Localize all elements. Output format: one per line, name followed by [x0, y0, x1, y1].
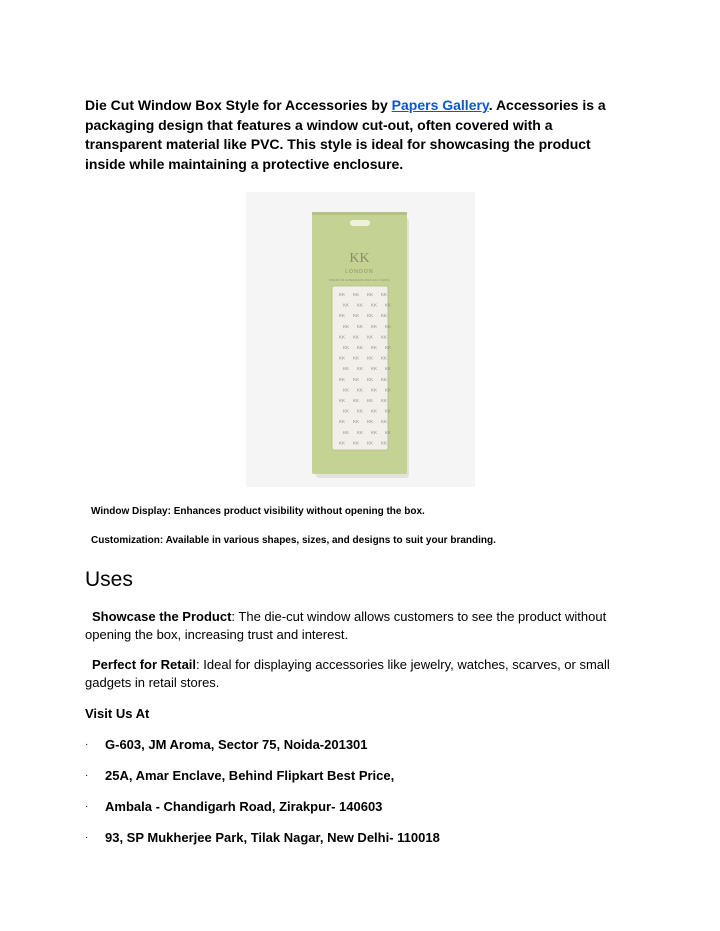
pattern-mark: KK	[371, 387, 378, 393]
brand-tagline: PREMIUM HOMEWARE DESIGN CARDS	[329, 279, 390, 282]
pattern-mark: KK	[385, 408, 392, 414]
pattern-mark: KK	[381, 419, 388, 425]
pattern-mark: KK	[357, 429, 364, 435]
papers-gallery-link[interactable]: Papers Gallery	[391, 97, 489, 113]
pattern-mark: KK	[339, 355, 346, 361]
bullet: ·	[85, 770, 89, 781]
pattern-mark: KK	[357, 302, 364, 308]
pattern-mark: KK	[353, 440, 360, 446]
box-top-edge	[312, 212, 407, 215]
pattern-mark: KK	[339, 334, 346, 340]
pattern-mark: KK	[385, 387, 392, 393]
use-retail-desc: : Ideal for displaying accessories like jewelry, watches, scarves, or small gadgets in retail stores.	[85, 657, 610, 690]
pattern-mark: KK	[371, 323, 378, 329]
intro-text-before: Die Cut Window Box Style for Accessories by	[85, 97, 392, 113]
intro-text-after: . Accessories is a packaging design that features a window cut-out, often covered with a transparent material like PVC. This style is ideal for showcasing the product inside while maintaining a protective enclosure.	[85, 97, 606, 172]
pattern-mark: KK	[381, 355, 388, 361]
pattern-mark: KK	[367, 292, 374, 297]
pattern-mark: KK	[385, 345, 392, 350]
pattern-mark: KK	[353, 334, 360, 340]
pattern-mark: KK	[339, 419, 346, 425]
pattern-mark: KK	[371, 345, 378, 350]
pattern-mark: KK	[339, 398, 346, 403]
pattern-mark: KK	[357, 323, 364, 329]
feature-window-display: Window Display: Enhances product visibility without opening the box.	[91, 506, 425, 517]
pattern-mark: KK	[381, 398, 388, 403]
intro-paragraph	[85, 96, 630, 174]
product-image	[246, 192, 475, 487]
pattern-mark: KK	[381, 376, 388, 382]
pattern-mark: KK	[343, 302, 350, 308]
pattern-mark: KK	[385, 302, 392, 308]
use-showcase-title: Showcase the Product	[92, 609, 232, 624]
pattern-mark: KK	[367, 398, 374, 403]
pattern-mark: KK	[371, 302, 378, 308]
bullet: ·	[85, 739, 89, 750]
pattern-mark: KK	[343, 429, 350, 435]
address-amar-enclave: 25A, Amar Enclave, Behind Flipkart Best Price,	[105, 768, 395, 783]
use-retail	[85, 656, 630, 691]
brand-mark-logo: KK	[349, 251, 370, 266]
pattern-mark: KK	[367, 355, 374, 361]
pattern-mark: KK	[353, 292, 360, 297]
pattern-mark: KK	[367, 313, 374, 319]
uses-heading: Uses	[85, 568, 133, 591]
pattern-mark: KK	[343, 366, 350, 372]
address-new-delhi: 93, SP Mukherjee Park, Tilak Nagar, New Delhi- 110018	[105, 830, 440, 845]
pattern-mark: KK	[353, 398, 360, 403]
pattern-mark: KK	[357, 387, 364, 393]
pattern-mark: KK	[367, 376, 374, 382]
pattern-mark: KK	[339, 313, 346, 319]
visit-heading: Visit Us At	[85, 706, 150, 721]
use-showcase	[85, 608, 630, 643]
address-noida: G-603, JM Aroma, Sector 75, Noida-201301	[105, 737, 368, 752]
address-zirakpur: Ambala - Chandigarh Road, Zirakpur- 140603	[105, 799, 383, 814]
pattern-mark: KK	[343, 408, 350, 414]
pattern-mark: KK	[381, 313, 388, 319]
pattern-mark: KK	[367, 419, 374, 425]
pattern-mark: KK	[353, 355, 360, 361]
pattern-mark: KK	[339, 292, 346, 297]
pattern-mark: KK	[339, 376, 346, 382]
pattern-mark: KK	[353, 313, 360, 319]
pattern-mark: KK	[343, 323, 350, 329]
pattern-mark: KK	[381, 440, 388, 446]
pattern-mark: KK	[381, 334, 388, 340]
bullet: ·	[85, 801, 89, 812]
pattern-mark: KK	[343, 387, 350, 393]
pattern-mark: KK	[385, 429, 392, 435]
window-box-illustration	[246, 192, 475, 487]
pattern-mark: KK	[367, 334, 374, 340]
pattern-mark: KK	[385, 323, 392, 329]
pattern-mark: KK	[353, 376, 360, 382]
use-showcase-desc: : The die-cut window allows customers to see the product without opening the box, increasing trust and interest.	[85, 609, 607, 642]
pattern-mark: KK	[353, 419, 360, 425]
pattern-mark: KK	[367, 440, 374, 446]
pattern-mark: KK	[357, 366, 364, 372]
pattern-mark: KK	[339, 440, 346, 446]
bullet: ·	[85, 832, 89, 843]
pattern-mark: KK	[357, 408, 364, 414]
hang-hole	[350, 220, 370, 226]
pattern-mark: KK	[371, 408, 378, 414]
pattern-mark: KK	[371, 366, 378, 372]
use-retail-title: Perfect for Retail	[92, 657, 197, 672]
pattern-mark: KK	[371, 429, 378, 435]
pattern-mark: KK	[381, 292, 388, 297]
pattern-mark: KK	[385, 366, 392, 372]
brand-name-logo: LONDON	[345, 269, 374, 275]
pattern-mark: KK	[357, 345, 364, 350]
feature-customization: Customization: Available in various shapes, sizes, and designs to suit your branding.	[91, 535, 496, 546]
pattern-mark: KK	[343, 345, 350, 350]
